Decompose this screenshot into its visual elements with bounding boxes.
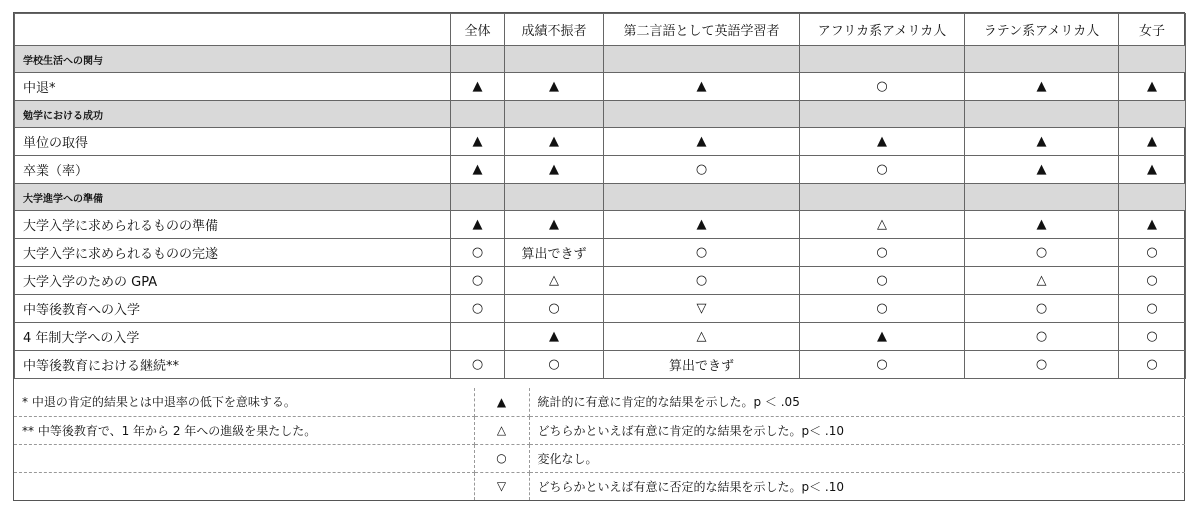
legend-symbol: ○ <box>474 444 529 472</box>
table-cell: ○ <box>451 239 505 267</box>
legend-table <box>14 388 1185 500</box>
table-cell: ▲ <box>604 73 800 101</box>
table-cell: △ <box>604 323 800 351</box>
table-cell: ○ <box>800 156 965 184</box>
table-cell: ○ <box>505 351 604 379</box>
table-cell: ▲ <box>451 211 505 239</box>
table-cell: ▲ <box>800 128 965 156</box>
table-row <box>15 295 1186 323</box>
table-cell: ○ <box>1119 239 1186 267</box>
col-header-low-achievers: 成績不振者 <box>505 14 604 46</box>
row-label: 中等後教育への入学 <box>15 295 451 323</box>
legend-description: どちらかといえば有意に肯定的な結果を示した。p＜ .10 <box>529 416 1185 444</box>
table-cell: ▲ <box>800 323 965 351</box>
table-cell: ▲ <box>505 128 604 156</box>
table-cell: ▲ <box>965 128 1119 156</box>
row-label: 単位の取得 <box>15 128 451 156</box>
table-cell: ○ <box>965 351 1119 379</box>
row-label: 大学入学に求められるものの準備 <box>15 211 451 239</box>
table-row <box>15 156 1186 184</box>
legend-row <box>14 472 1185 500</box>
table-cell: △ <box>965 267 1119 295</box>
table-row <box>15 211 1186 239</box>
results-table <box>14 13 1186 379</box>
table-cell: ○ <box>800 351 965 379</box>
legend-row <box>14 416 1185 444</box>
table-cell: ○ <box>965 295 1119 323</box>
header-row <box>15 14 1186 46</box>
legend-symbol: ▽ <box>474 472 529 500</box>
table-cell: ▲ <box>505 73 604 101</box>
table-cell: ○ <box>1119 267 1186 295</box>
section-row <box>15 184 1186 211</box>
footnote-text <box>14 444 474 472</box>
table-cell: ○ <box>1119 351 1186 379</box>
legend-description: 統計的に有意に肯定的な結果を示した。p ＜ .05 <box>529 388 1185 416</box>
table-cell: △ <box>800 211 965 239</box>
table-row <box>15 239 1186 267</box>
table-cell: ▲ <box>1119 73 1186 101</box>
results-table-frame <box>13 12 1185 501</box>
col-header-female: 女子 <box>1119 14 1186 46</box>
table-cell: ○ <box>1119 323 1186 351</box>
table-cell: ▲ <box>451 73 505 101</box>
table-cell: ○ <box>800 239 965 267</box>
table-cell: ○ <box>604 239 800 267</box>
section-row <box>15 46 1186 73</box>
col-header-all: 全体 <box>451 14 505 46</box>
table-cell: ○ <box>505 295 604 323</box>
legend-description: 変化なし。 <box>529 444 1185 472</box>
table-cell: ○ <box>451 295 505 323</box>
section-title: 勉学における成功 <box>15 101 451 128</box>
table-cell: ▲ <box>1119 128 1186 156</box>
table-cell: ▲ <box>505 156 604 184</box>
row-label: 大学入学のための GPA <box>15 267 451 295</box>
table-cell: ▲ <box>505 211 604 239</box>
section-title: 大学進学への準備 <box>15 184 451 211</box>
table-cell: ○ <box>965 239 1119 267</box>
row-label: 中等後教育における継続** <box>15 351 451 379</box>
legend-description: どちらかといえば有意に否定的な結果を示した。p＜ .10 <box>529 472 1185 500</box>
table-cell: ▲ <box>1119 211 1186 239</box>
table-cell: ○ <box>965 323 1119 351</box>
table-cell: ▲ <box>965 156 1119 184</box>
footnote-text <box>14 472 474 500</box>
table-cell: ▲ <box>505 323 604 351</box>
legend-row <box>14 444 1185 472</box>
table-cell: ▲ <box>451 128 505 156</box>
table-cell: ○ <box>800 267 965 295</box>
table-cell: ○ <box>451 267 505 295</box>
row-label: 大学入学に求められるものの完遂 <box>15 239 451 267</box>
footnote-text: * 中退の肯定的結果とは中退率の低下を意味する。 <box>14 388 474 416</box>
table-cell: ○ <box>800 73 965 101</box>
col-header-latino: ラテン系アメリカ人 <box>965 14 1119 46</box>
legend-symbol: ▲ <box>474 388 529 416</box>
table-cell: ○ <box>1119 295 1186 323</box>
table-row <box>15 323 1186 351</box>
table-cell: ○ <box>451 351 505 379</box>
table-cell: ▲ <box>965 211 1119 239</box>
table-cell: △ <box>505 267 604 295</box>
table-cell: ▲ <box>604 128 800 156</box>
table-cell <box>451 323 505 351</box>
table-cell: ▲ <box>1119 156 1186 184</box>
table-cell: ▽ <box>604 295 800 323</box>
section-row <box>15 101 1186 128</box>
row-label: 卒業（率） <box>15 156 451 184</box>
section-title: 学校生活への関与 <box>15 46 451 73</box>
col-header-african-american: アフリカ系アメリカ人 <box>800 14 965 46</box>
header-corner <box>15 14 451 46</box>
col-header-esl: 第二言語として英語学習者 <box>604 14 800 46</box>
table-row <box>15 351 1186 379</box>
legend-row <box>14 388 1185 416</box>
row-label: 4 年制大学への入学 <box>15 323 451 351</box>
table-cell: ▲ <box>451 156 505 184</box>
legend-symbol: △ <box>474 416 529 444</box>
table-row <box>15 267 1186 295</box>
row-label: 中退* <box>15 73 451 101</box>
table-cell: ○ <box>800 295 965 323</box>
table-cell: 算出できず <box>604 351 800 379</box>
table-cell: ▲ <box>965 73 1119 101</box>
footnote-text: ** 中等後教育で、1 年から 2 年への進級を果たした。 <box>14 416 474 444</box>
table-cell: ○ <box>604 156 800 184</box>
table-row <box>15 128 1186 156</box>
table-row <box>15 73 1186 101</box>
table-cell: ○ <box>604 267 800 295</box>
table-cell: 算出できず <box>505 239 604 267</box>
table-cell: ▲ <box>604 211 800 239</box>
